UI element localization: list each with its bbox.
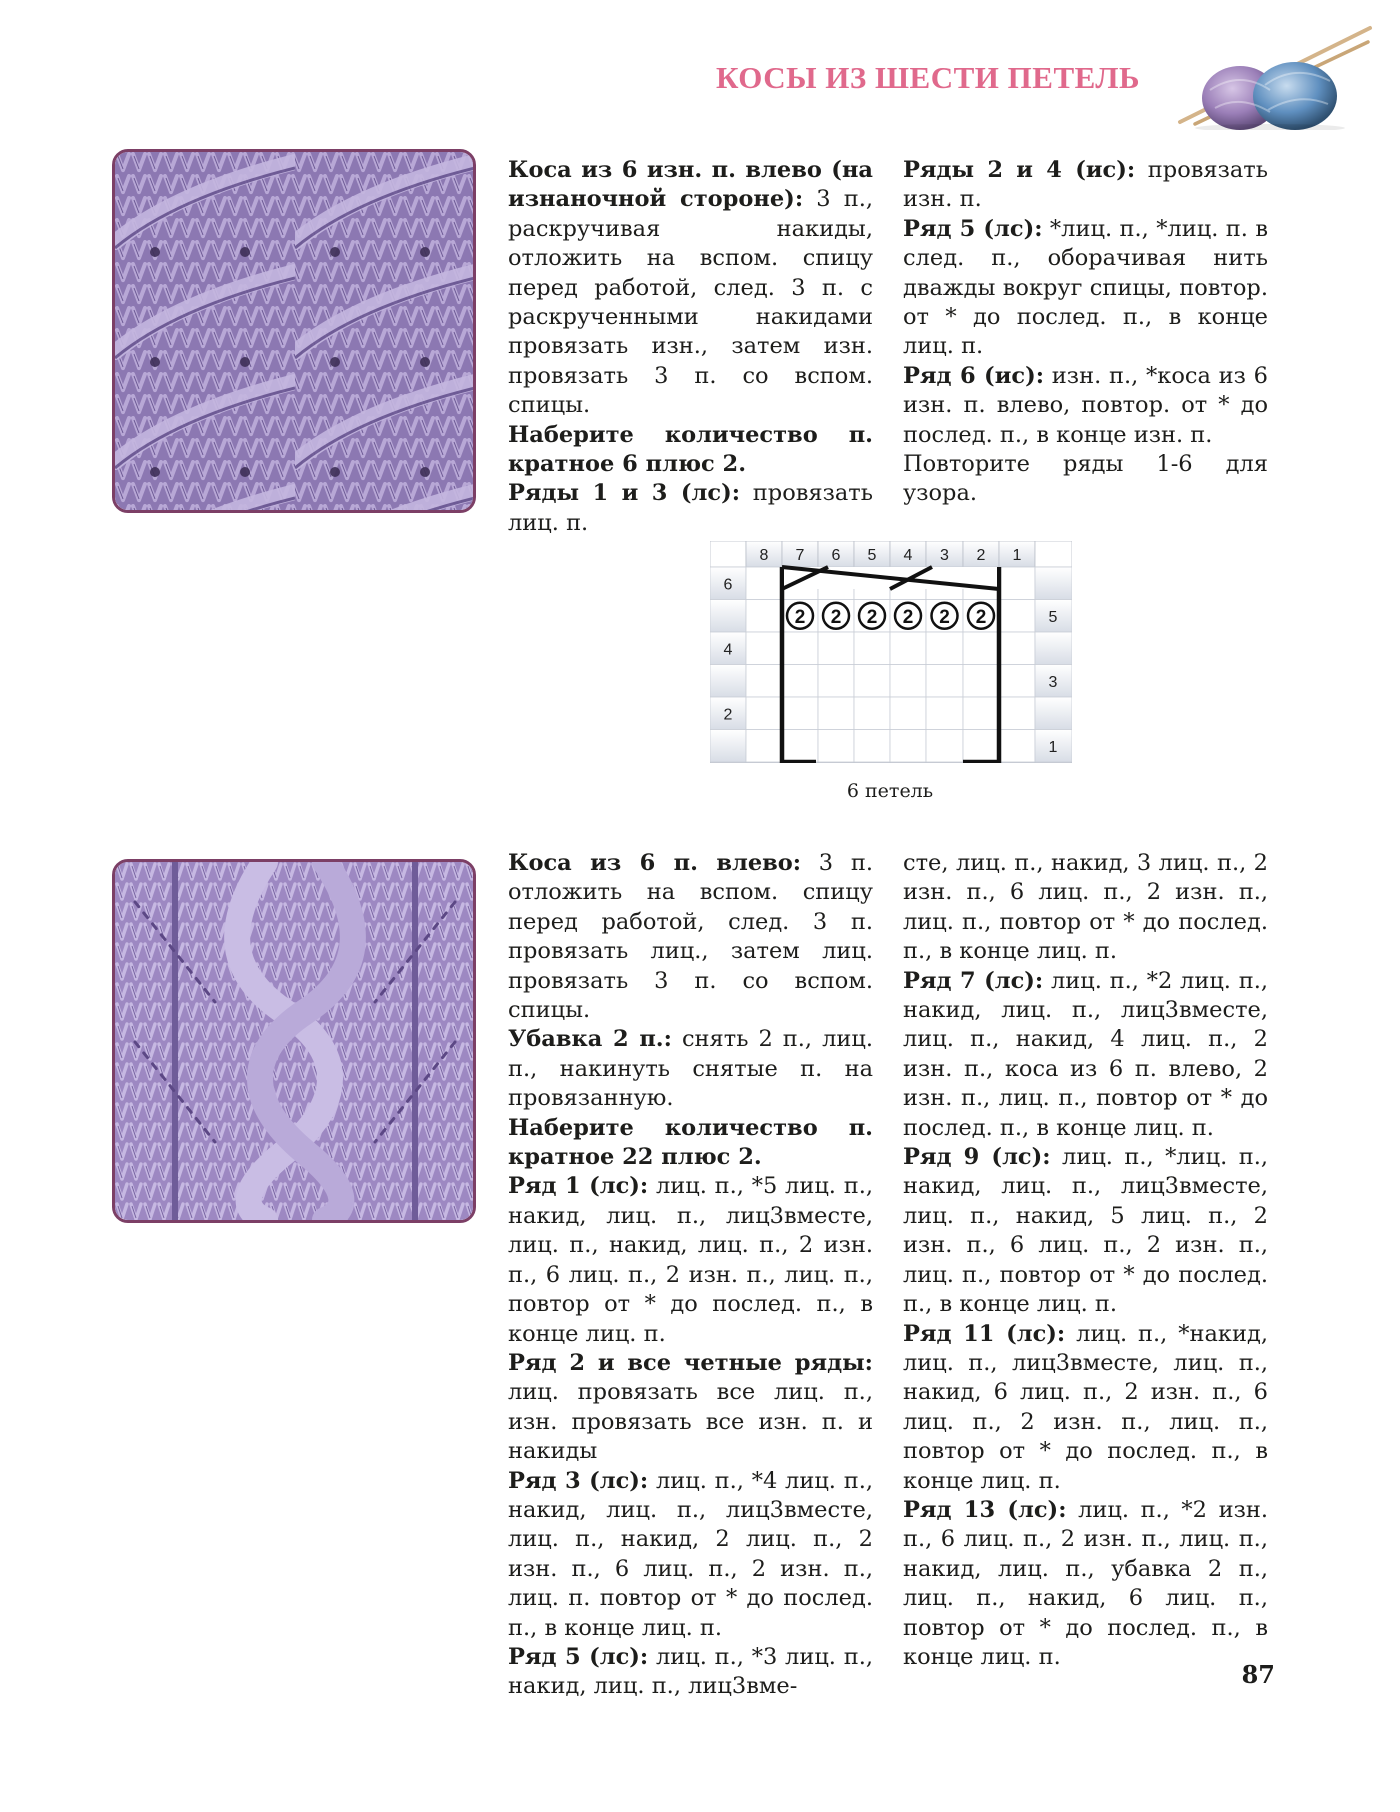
chart-column-number: 1 <box>1012 547 1022 564</box>
chart-row-label-cell <box>1035 697 1072 730</box>
knitting-chart <box>710 541 1072 767</box>
double-wrap-symbol-label: 2 <box>866 606 878 628</box>
chart-stitch-cell <box>999 730 1035 763</box>
pattern2-paragraph: Ряд 11 (лс): лиц. п., *накид, лиц. п., лиц3вместе, лиц. п., накид, 6 лиц. п., 2 изн. п., 6 лиц. п., 2 изн. п., лиц. п., повтор от * до послед. п., в конце лиц. п. <box>903 1320 1268 1494</box>
chart-row-number: 1 <box>1048 738 1058 756</box>
pattern1-column-1 <box>508 156 873 538</box>
chart-stitch-cell <box>854 632 890 665</box>
pattern2-paragraph: сте, лиц. п., накид, 3 лиц. п., 2 изн. п., 6 лиц. п., 2 изн. п., лиц. п., повтор от * до послед. п., в конце лиц. п. <box>903 850 1268 965</box>
pattern2-paragraph: Ряд 1 (лс): лиц. п., *5 лиц. п., накид, лиц. п., лиц3вместе, лиц. п., накид, лиц. п., 2 изн. п., 6 лиц. п., 2 изн. п., лиц. п., повтор от * до послед. п., в конце лиц. п. <box>508 1173 873 1347</box>
pattern2-paragraph: Ряд 3 (лс): лиц. п., *4 лиц. п., накид, лиц. п., лиц3вместе, лиц. п., накид, 2 лиц. п., 2 изн. п., 6 лиц. п., 2 изн. п., лиц. п. повтор от * до послед. п., в конце лиц. п. <box>508 1467 873 1641</box>
chart-stitch-cell <box>999 567 1035 600</box>
double-wrap-symbol-label: 2 <box>794 606 806 628</box>
pattern1-paragraph: Ряд 5 (лс): *лиц. п., *лиц. п. в след. п., оборачивая нить дважды вокруг спицы, повтор. от * до послед. п., в конце лиц. п. <box>903 215 1268 360</box>
chart-stitch-cell <box>818 697 854 730</box>
chart-stitch-cell <box>746 632 782 665</box>
chart-column-number: 6 <box>831 547 841 564</box>
pattern1-paragraph: Ряд 6 (ис): изн. п., *коса из 6 изн. п. влево, повтор. от * до послед. п., в конце изн. п. <box>903 362 1268 448</box>
double-wrap-symbol-label: 2 <box>902 606 914 628</box>
chart-row-number: 5 <box>1048 608 1058 626</box>
pattern1-paragraph: Повторите ряды 1-6 для узора. <box>903 451 1268 507</box>
chart-row-number: 2 <box>723 706 733 724</box>
pattern1-paragraph: Наберите количество п. кратное 6 плюс 2. <box>508 421 873 478</box>
double-wrap-symbol-label: 2 <box>975 606 987 628</box>
chart-stitch-cell <box>782 697 818 730</box>
chart-stitch-cell <box>963 697 999 730</box>
chart-stitch-cell <box>926 665 963 698</box>
pattern2-paragraph: Ряд 7 (лс): лиц. п., *2 лиц. п., накид, лиц. п., лиц3вместе, лиц. п., накид, 4 лиц. п., 2 изн. п., коса из 6 п. влево, 2 изн. п., лиц. п., повтор от * до послед. п., в конце лиц. п. <box>903 967 1268 1141</box>
pattern1-paragraph: Коса из 6 изн. п. влево (на изнаночной стороне): 3 п., раскручивая накиды, отложить на вспом. спицу перед работой, след. 3 п. с раскрученными накидами провязать изн., затем изн. провязать 3 п. со вспом. спицы. <box>508 157 873 419</box>
chart-column-number: 2 <box>976 547 986 564</box>
chart-stitch-cell <box>818 632 854 665</box>
chart-row-number: 6 <box>723 576 733 594</box>
chart-row-number: 4 <box>723 641 733 659</box>
chart-row-label-cell <box>1035 632 1072 665</box>
pattern2-paragraph: Ряд 5 (лс): лиц. п., *3 лиц. п., накид, лиц. п., лиц3вме- <box>508 1643 873 1700</box>
pattern2-paragraph: Ряд 9 (лс): лиц. п., *лиц. п., накид, лиц. п., лиц3вместе, лиц. п., накид, 5 лиц. п., 2 изн. п., 6 лиц. п., 2 изн. п., лиц. п., повтор от * до послед. п., в конце лиц. п. <box>903 1144 1268 1318</box>
chart-stitch-cell <box>782 632 818 665</box>
pattern2-paragraph: Коса из 6 п. влево: 3 п. отложить на вспом. спицу перед работой, след. 3 п. провязать лиц., затем лиц. провязать 3 п. со вспом. спицы. <box>508 850 873 1024</box>
chart-column-number: 5 <box>867 547 877 564</box>
chart-stitch-cell <box>746 697 782 730</box>
chart-stitch-cell <box>926 632 963 665</box>
chart-stitch-cell <box>963 665 999 698</box>
chart-stitch-cell <box>999 632 1035 665</box>
chart-stitch-cell <box>746 567 782 600</box>
chart-stitch-cell <box>926 697 963 730</box>
pattern1-column-2 <box>903 156 1268 509</box>
chart-stitch-cell <box>999 665 1035 698</box>
chart-column-number: 7 <box>795 547 805 564</box>
pattern2-paragraph: Ряд 13 (лс): лиц. п., *2 изн. п., 6 лиц. п., 2 изн. п., лиц. п., накид, лиц. п., убавка 2 п., лиц. п., накид, 6 лиц. п., повтор от * до послед. п., в конце лиц. п. <box>903 1496 1268 1670</box>
chart-row-number: 3 <box>1048 673 1058 691</box>
chart-stitch-cell <box>746 730 782 763</box>
chart-stitch-cell <box>890 632 926 665</box>
chart-stitch-cell <box>890 665 926 698</box>
double-wrap-symbol-label: 2 <box>939 606 950 628</box>
chart-stitch-cell <box>854 730 890 763</box>
chart-stitch-cell <box>999 697 1035 730</box>
chart-stitch-cell <box>963 730 999 763</box>
chart-stitch-cell <box>818 665 854 698</box>
chart-stitch-cell <box>926 730 963 763</box>
pattern2-paragraph: Ряд 2 и все четные ряды: лиц. провязать все лиц. п., изн. провязать все изн. п. и накиды <box>508 1349 873 1465</box>
chart-caption: 6 петель <box>846 780 934 802</box>
chart-header-cell <box>1035 541 1072 567</box>
chart-stitch-cell <box>890 697 926 730</box>
chart-column-number: 3 <box>940 547 949 564</box>
double-wrap-symbol-label: 2 <box>830 606 842 628</box>
page-number: 87 <box>1241 1660 1275 1689</box>
chart-stitch-cell <box>854 697 890 730</box>
pattern1-paragraph: Ряды 1 и 3 (лс): провязать лиц. п. <box>508 480 874 536</box>
chart-stitch-cell <box>782 730 818 763</box>
chart-row-label-cell <box>710 600 746 633</box>
chart-row-label-cell <box>1035 567 1072 600</box>
chart-stitch-cell <box>890 730 926 763</box>
chart-column-number: 8 <box>759 547 769 564</box>
pattern1-paragraph: Ряды 2 и 4 (ис): провязать изн. п. <box>903 157 1268 213</box>
yarn-balls-icon <box>1170 20 1375 130</box>
chart-stitch-cell <box>782 665 818 698</box>
chart-stitch-cell <box>746 665 782 698</box>
chart-stitch-cell <box>746 600 782 633</box>
page-title: КОСЫ ИЗ ШЕСТИ ПЕТЕЛЬ <box>716 60 1140 95</box>
chart-stitch-cell <box>963 632 999 665</box>
knit-sample-photo-2 <box>112 859 476 1223</box>
chart-stitch-cell <box>818 730 854 763</box>
chart-row-label-cell <box>710 730 746 763</box>
chart-column-number: 4 <box>903 547 913 564</box>
knit-sample-photo-1 <box>112 149 476 513</box>
pattern2-column-2 <box>903 849 1268 1672</box>
chart-header-cell <box>710 541 746 567</box>
chart-row-label-cell <box>710 665 746 698</box>
pattern2-paragraph: Наберите количество п. кратное 22 плюс 2. <box>508 1114 873 1171</box>
chart-stitch-cell <box>854 665 890 698</box>
chart-stitch-cell <box>999 600 1035 633</box>
pattern2-column-1 <box>508 849 873 1702</box>
pattern2-paragraph: Убавка 2 п.: снять 2 п., лиц. п., накинуть снятые п. на провязанную. <box>508 1026 873 1112</box>
